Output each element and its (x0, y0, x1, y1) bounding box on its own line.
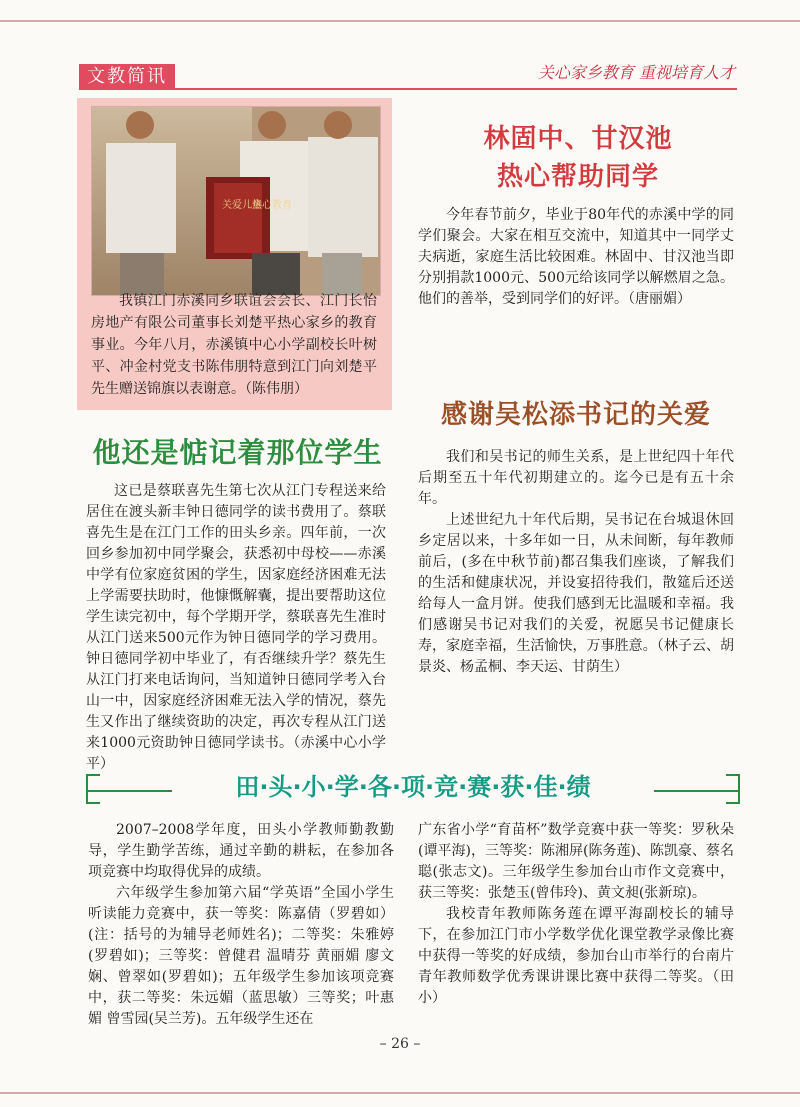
article-remember-paragraph: 这已是蔡联喜先生第七次从江门专程送来给居住在渡头新丰钟日德同学的读书费用了。蔡联喜先生是在江门工作的田头乡亲。四年前，一次回乡参加初中同学聚会，获悉初中母校——赤溪中学有位家庭贫困的学生，因家庭经济困难无法上学需要扶助时，他慷慨解囊，提出要帮助这位学生读完初中，每个学期开学，蔡联喜先生准时从江门送来500元作为钟日德同学的学习费用。钟日德同学初中毕业了，有否继续升学？蔡先生从江门打来电话询问，当知道钟日德同学考入台山一中，因家庭经济困难无法入学的情况，蔡先生又作出了继续资助的决定，再次专程从江门送来1000元资助钟日德同学读书。（赤溪中心小学 平） (86, 483, 386, 772)
contest-right-paragraph-2: 我校青年教师陈务莲在谭平海副校长的辅导下，在参加江门市小学数学优化课堂教学录像比赛中获得一等奖的好成绩，参加台山市举行的台南片青年教师数学优秀课讲课比赛中获得二等奖。（田小） (418, 906, 734, 1006)
top-rule (0, 20, 800, 22)
pennant-line1: 热心教育 (252, 200, 292, 211)
contest-left-column (88, 820, 394, 1030)
group-photo (91, 106, 381, 296)
contest-banner (86, 768, 740, 806)
pennant-text (222, 198, 292, 211)
section-tag: 文教简讯 (79, 64, 175, 90)
headline-remember: 他还是惦记着那位学生 (92, 436, 383, 469)
contest-right-paragraph-1: 广东省小学“育苗杯”数学竞赛中获一等奖：罗秋朵(谭平海)，三等奖：陈湘屏(陈务莲)、陈凯豪、蔡名聪(张志文)。三年级学生参加台山市作文竞赛中，获三等奖：张楚玉(曾伟玲)、黄文昶(张新琼)。 (418, 822, 734, 901)
headline-help-line2: 热心帮助同学 (496, 162, 659, 192)
bottom-rule (0, 1092, 800, 1094)
article-thanks-paragraph-1: 我们和吴书记的师生关系，是上世纪四十年代后期至五十年代初期建立的。迄今已是有五十余年。 (418, 449, 734, 507)
headline-help-line1: 林固中、甘汉池 (483, 124, 673, 154)
headline-help (412, 124, 744, 192)
article-help-body (418, 205, 734, 310)
contest-left-paragraph-1: 2007–2008学年度，田头小学教师勤教勤导，学生勤学苦练，通过辛勤的耕耘，在参加各项竞赛中均取得优异的成绩。 (88, 822, 394, 880)
photo-article (77, 98, 392, 410)
page-number: – 26 – (379, 1036, 421, 1052)
contest-left-paragraph-2: 六年级学生参加第六届“学英语”全国小学生听读能力竞赛中，获一等奖：陈嘉倩（罗碧如）(注：括号的为辅导老师姓名)；二等奖：朱雅婷(罗碧如)；三等奖：曾健君 温晴芬 黄丽媚 廖文娴、曾翠如(罗碧如)；五年级学生参加该项竞赛中，获二等奖：朱远媚（蓝思敏）三等奖；叶惠媚 曾雪园(吴兰芳)。五年级学生还在 (88, 885, 394, 1027)
contest-right-column (418, 820, 734, 1009)
article-thanks-paragraph-2: 上述世纪九十年代后期，吴书记在台城退休回乡定居以来，十多年如一日，从未间断，每年教师前后，(多在中秋节前)都召集我们座谈，了解我们的生活和健康状况，并设宴招待我们，散筵后还送给每人一盒月饼。使我们感到无比温暖和幸福。我们感谢吴书记对我们的关爱，祝愿吴书记健康长寿，家庭幸福，生活愉快，万事胜意。（林子云、胡景炎、杨孟桐、李天运、甘荫生） (418, 512, 734, 675)
header-slogan: 关心家乡教育 重视培育人才 (537, 63, 735, 82)
contest-title: 田·头·小·学·各·项·竞·赛·获·佳·绩 (235, 773, 591, 801)
article-help-paragraph: 今年春节前夕，毕业于80年代的赤溪中学的同学们聚会。大家在相互交流中，知道其中一同学丈夫病逝，家庭生活比较困难。林固中、甘汉池当即分别捐款1000元、500元给该同学以解燃眉之急。他们的善举，受到同学们的好评。（唐丽媚） (418, 207, 734, 307)
banner-left-line (86, 790, 172, 792)
pennant-line2: 关爱儿童 (222, 200, 262, 211)
banner-right-bracket (726, 774, 740, 804)
headline-thanks: 感谢吴松添书记的关爱 (440, 400, 711, 430)
photo-caption: 我镇江门赤溪同乡联谊会会长、江门长怡房地产有限公司董事长刘楚平热心家乡的教育事业。今年八月，赤溪镇中心小学副校长叶树平、冲金村党支书陈伟朋特意到江门向刘楚平先生赠送锦旗以表谢意。（陈伟朋） (91, 293, 377, 397)
banner-left-bracket (86, 774, 100, 804)
article-remember-body (86, 481, 386, 775)
article-thanks-body (418, 447, 734, 678)
header-rule (79, 88, 737, 90)
